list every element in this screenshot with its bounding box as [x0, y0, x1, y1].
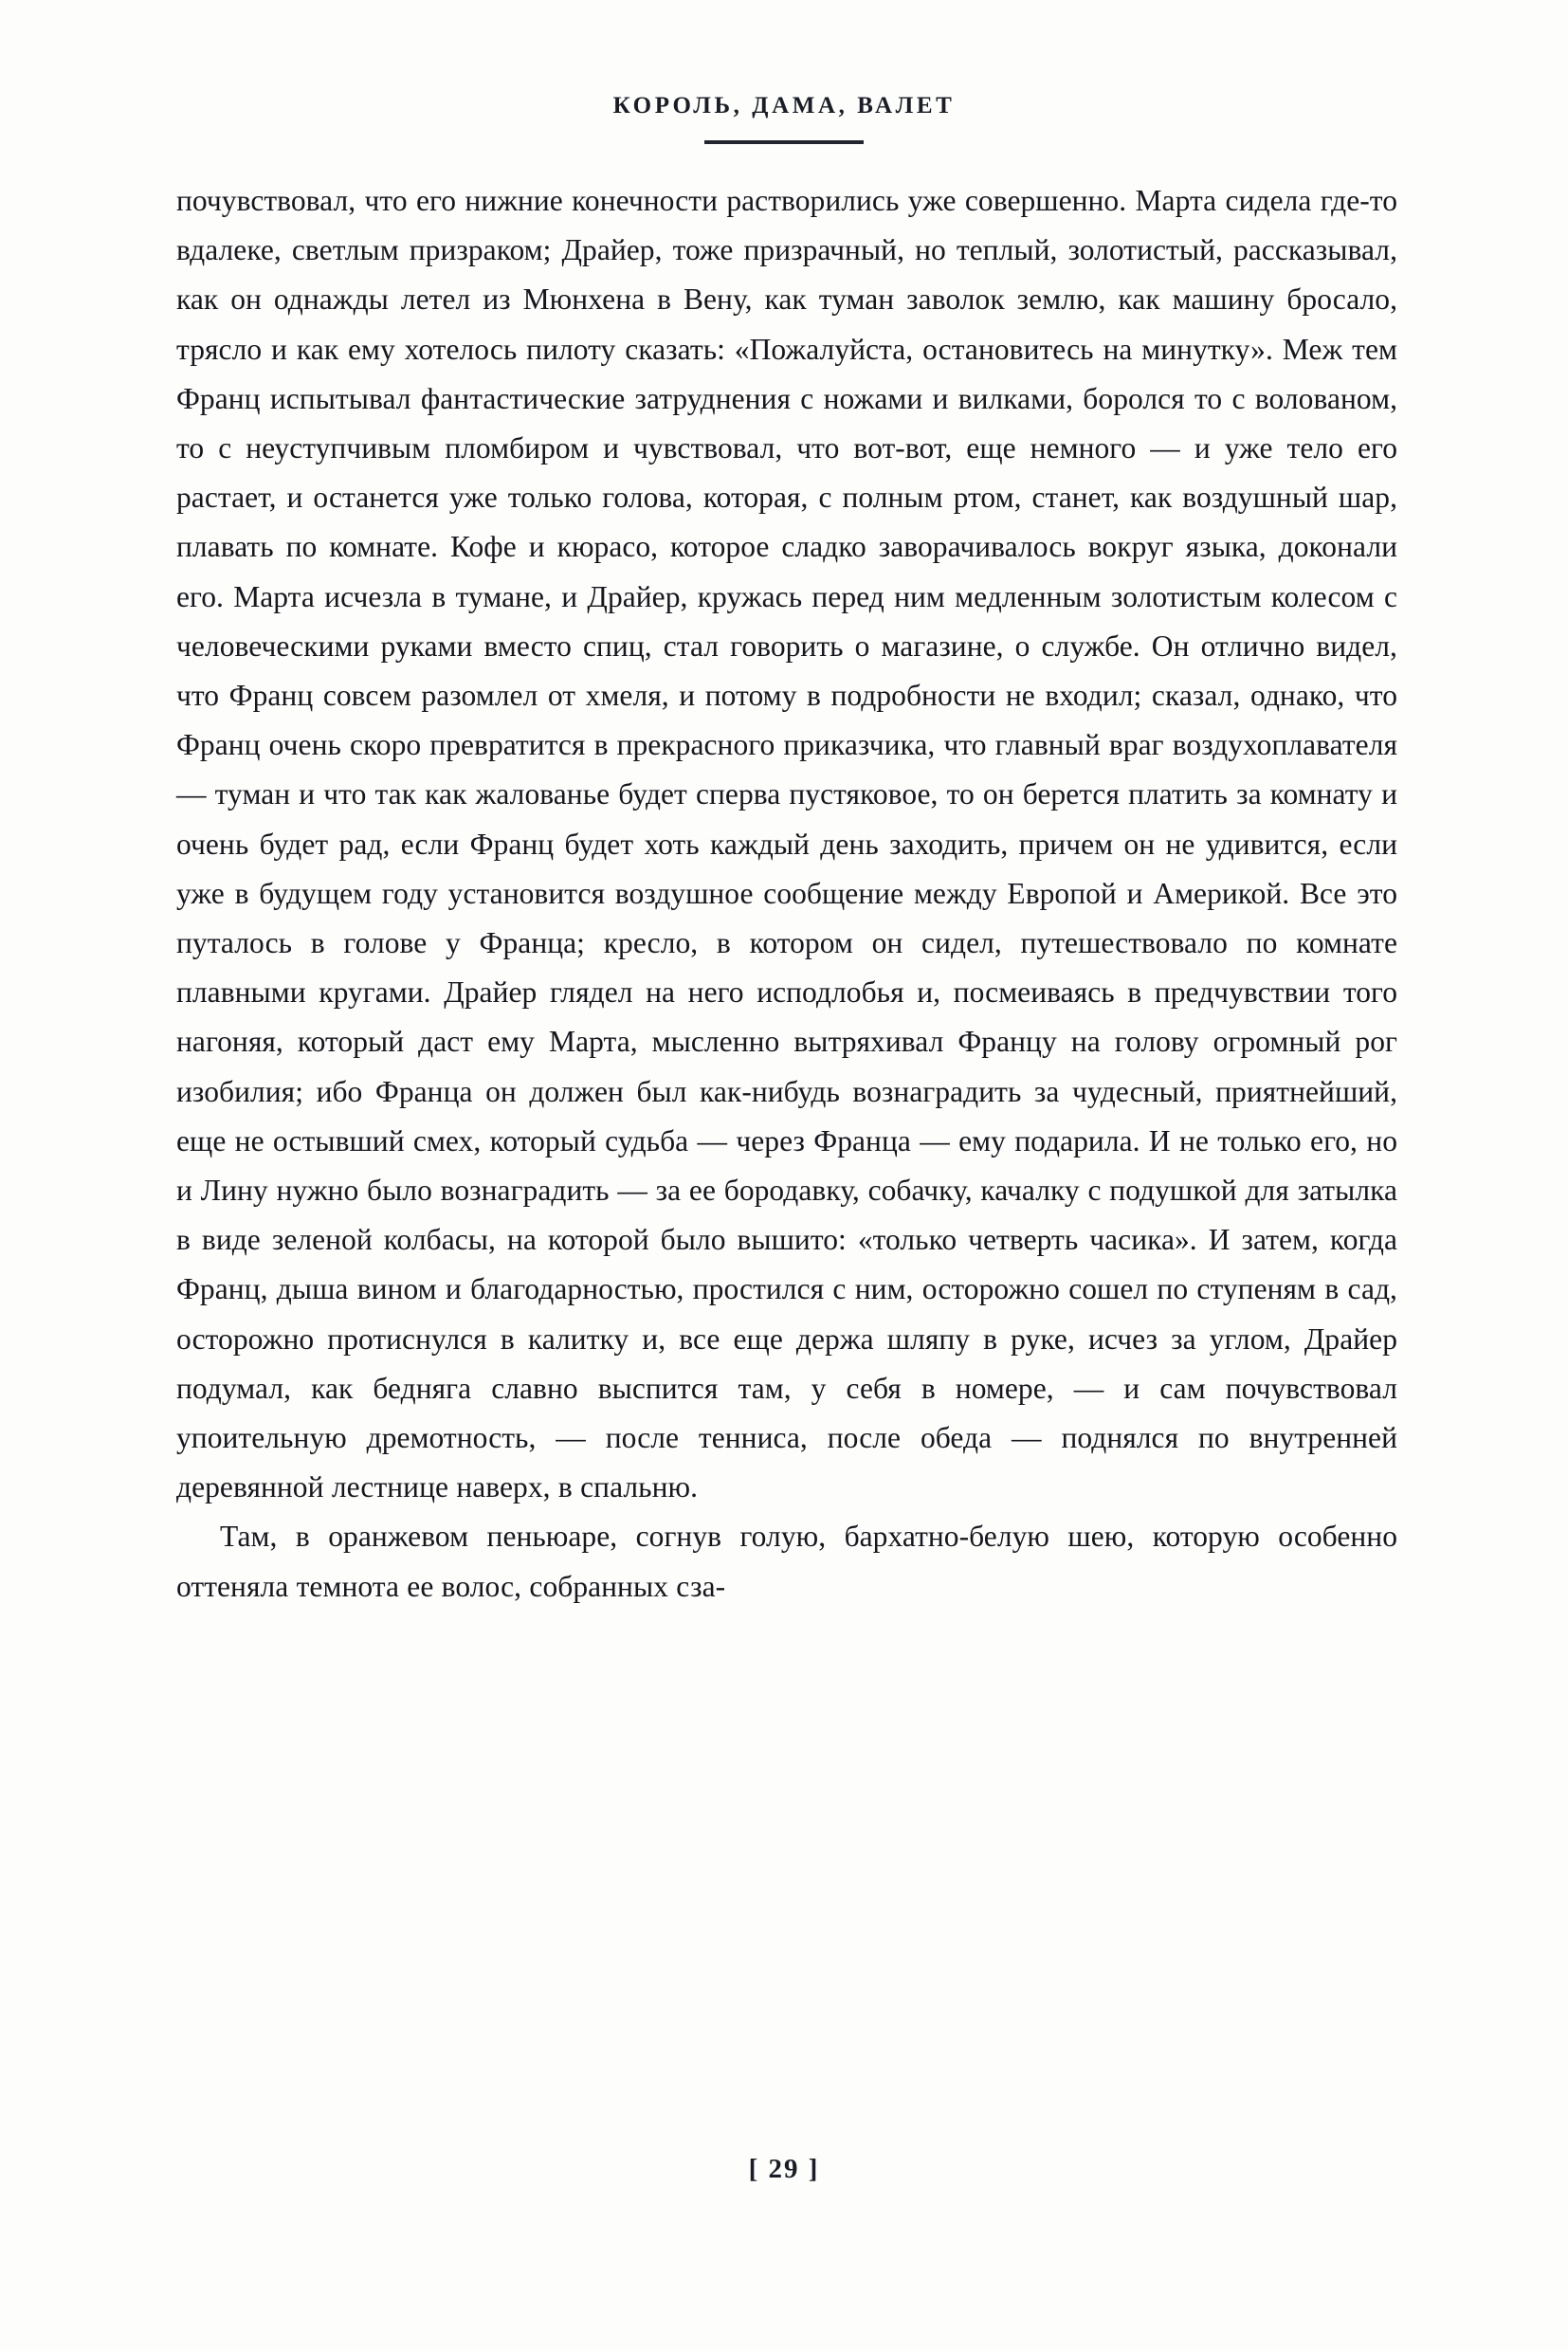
header-divider-rule [704, 140, 864, 144]
running-header-title: КОРОЛЬ, ДАМА, ВАЛЕТ [612, 93, 956, 118]
page-folio [0, 2154, 1568, 2185]
paragraph-new: Там, в оранжевом пеньюаре, согнув голую, бархатно-белую шею, которую особенно оттеняла темнота ее волос, собранных сза- [176, 1520, 1397, 1603]
page-number: [ 29 ] [748, 2154, 820, 2184]
paragraph-continued: почувствовал, что его нижние конечности растворились уже совершенно. Марта сидела где-то вдалеке, светлым призраком; Драйер, тоже призрачный, но теплый, золотистый, рассказывал, как он однажды летел из Мюнхена в Вену, как туман заволок землю, как машину бросало, трясло и как ему хотелось пилоту сказать: «Пожалуйста, остановитесь на минутку». Меж тем Франц испытывал фантастические затруднения с ножами и вилками, боролся то с волованом, то с неуступчивым пломбиром и чувствовал, что вот-вот, еще немного — и уже тело его растает, и останется уже только голова, которая, с полным ртом, станет, как воздушный шар, плавать по комнате. Кофе и кюрасо, которое сладко заворачивалось вокруг языка, доконали его. Марта исчезла в тумане, и Драйер, кружась перед ним медленным золотистым колесом с человеческими руками вместо спиц, стал говорить о магазине, о службе. Он отлично видел, что Франц совсем разомлел от хмеля, и потому в подробности не входил; сказал, однако, что Франц очень скоро превратится в прекрасного приказчика, что главный враг воздухоплавателя — туман и что так как жалованье будет сперва пустяковое, то он берется платить за комнату и очень будет рад, если Франц будет хоть каждый день заходить, причем он не удивится, если уже в будущем году установится воздушное сообщение между Европой и Америкой. Все это путалось в голове у Франца; кресло, в котором он сидел, путешествовало по комнате плавными кругами. Драйер глядел на него исподлобья и, посмеиваясь в предчувствии того нагоняя, который даст ему Марта, мысленно вытряхивал Францу на голову огромный рог изобилия; ибо Франца он должен был как-нибудь вознаградить за чудесный, приятнейший, еще не остывший смех, который судьба — через Франца — ему подарила. И не только его, но и Лину нужно было вознаградить — за ее бородавку, собачку, качалку с подушкой для затылка в виде зеленой колбасы, на которой было вышито: «только четверть часика». И затем, когда Франц, дыша вином и благодарностью, простился с ним, осторожно сошел по ступеням в сад, осторожно протиснулся в калитку и, все еще держа шляпу в руке, исчез за углом, Драйер подумал, как бедняга славно выспится там, у себя в номере, — и сам почувствовал упоительную дремотность, — после тенниса, после обеда — поднялся по внутренней деревянной лестнице наверх, в спальню. [176, 184, 1397, 1504]
running-header [0, 93, 1568, 119]
body-text-block [176, 176, 1397, 1612]
